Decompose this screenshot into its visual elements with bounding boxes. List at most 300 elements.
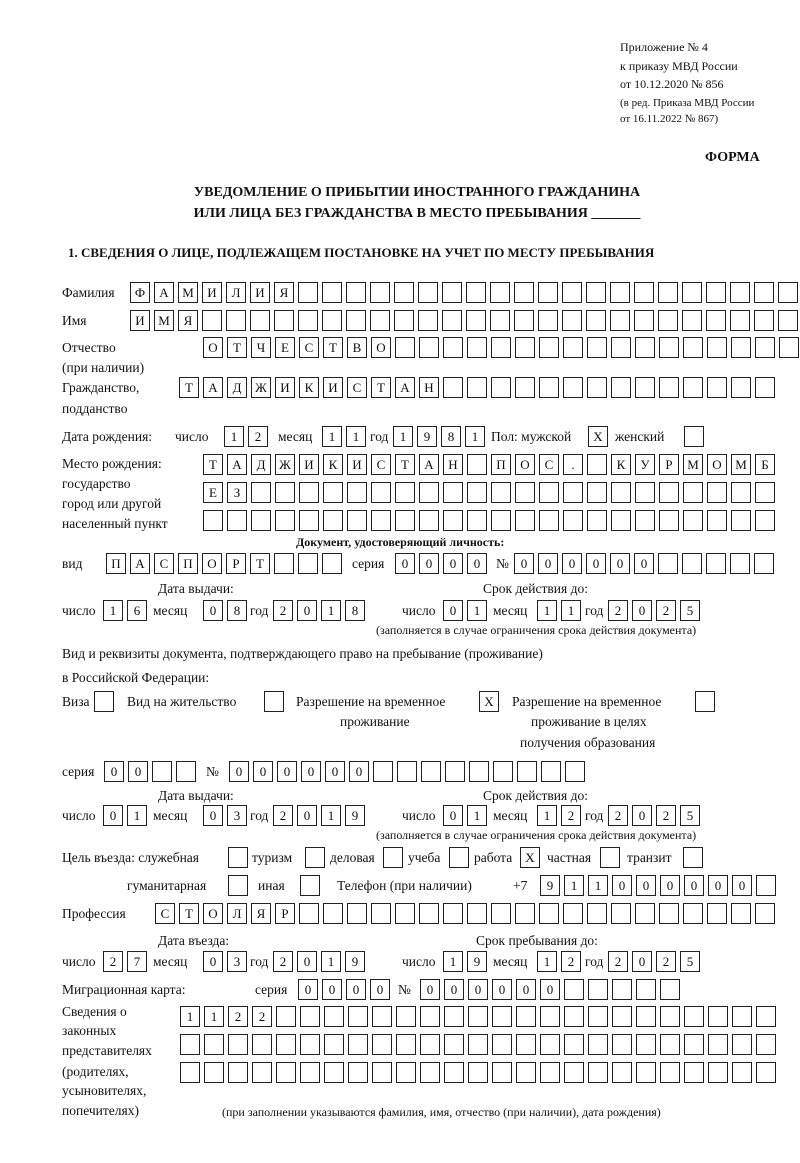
input-cell[interactable]: 7 bbox=[127, 951, 147, 972]
input-cell[interactable] bbox=[708, 1034, 728, 1055]
input-cell[interactable]: 5 bbox=[680, 951, 700, 972]
input-cell[interactable]: 2 bbox=[228, 1006, 248, 1027]
input-cell[interactable]: Т bbox=[323, 337, 343, 358]
input-cell[interactable]: 0 bbox=[612, 875, 632, 896]
input-cell[interactable] bbox=[396, 1062, 416, 1083]
input-cell[interactable] bbox=[588, 1062, 608, 1083]
input-cell[interactable] bbox=[444, 1006, 464, 1027]
input-cell[interactable] bbox=[443, 337, 463, 358]
input-cell[interactable] bbox=[778, 282, 798, 303]
input-cell[interactable] bbox=[228, 1062, 248, 1083]
input-cell[interactable] bbox=[612, 1062, 632, 1083]
input-cell[interactable]: . bbox=[563, 454, 583, 475]
input-cell[interactable] bbox=[274, 553, 294, 574]
input-cell[interactable] bbox=[732, 1062, 752, 1083]
input-cell[interactable]: 0 bbox=[203, 600, 223, 621]
input-cell[interactable] bbox=[754, 553, 774, 574]
input-cell[interactable]: В bbox=[347, 337, 367, 358]
input-cell[interactable] bbox=[539, 337, 559, 358]
input-cell[interactable] bbox=[491, 903, 511, 924]
input-cell[interactable] bbox=[383, 847, 403, 868]
input-cell[interactable]: 5 bbox=[680, 805, 700, 826]
input-cell[interactable]: Т bbox=[203, 454, 223, 475]
input-cell[interactable]: 1 bbox=[224, 426, 244, 447]
input-cell[interactable] bbox=[372, 1062, 392, 1083]
input-cell[interactable] bbox=[634, 282, 654, 303]
input-cell[interactable] bbox=[587, 377, 607, 398]
input-cell[interactable] bbox=[467, 510, 487, 531]
input-cell[interactable] bbox=[514, 282, 534, 303]
input-cell[interactable] bbox=[540, 1062, 560, 1083]
input-cell[interactable]: А bbox=[227, 454, 247, 475]
input-cell[interactable]: П bbox=[178, 553, 198, 574]
input-cell[interactable] bbox=[708, 1062, 728, 1083]
input-cell[interactable]: Ф bbox=[130, 282, 150, 303]
input-cell[interactable] bbox=[658, 310, 678, 331]
input-cell[interactable]: 0 bbox=[103, 805, 123, 826]
input-cell[interactable] bbox=[635, 482, 655, 503]
input-cell[interactable] bbox=[180, 1034, 200, 1055]
input-cell[interactable]: 0 bbox=[253, 761, 273, 782]
input-cell[interactable]: Ж bbox=[251, 377, 271, 398]
input-cell[interactable] bbox=[419, 510, 439, 531]
input-cell[interactable] bbox=[600, 847, 620, 868]
input-cell[interactable]: 8 bbox=[227, 600, 247, 621]
input-cell[interactable]: 9 bbox=[345, 951, 365, 972]
input-cell[interactable] bbox=[683, 482, 703, 503]
input-cell[interactable]: 0 bbox=[229, 761, 249, 782]
input-cell[interactable] bbox=[707, 377, 727, 398]
input-cell[interactable] bbox=[588, 1034, 608, 1055]
input-cell[interactable] bbox=[324, 1034, 344, 1055]
input-cell[interactable] bbox=[298, 553, 318, 574]
input-cell[interactable] bbox=[372, 1006, 392, 1027]
input-cell[interactable] bbox=[492, 1062, 512, 1083]
input-cell[interactable]: И bbox=[347, 454, 367, 475]
input-cell[interactable] bbox=[203, 510, 223, 531]
input-cell[interactable] bbox=[227, 510, 247, 531]
input-cell[interactable] bbox=[348, 1062, 368, 1083]
input-cell[interactable]: И bbox=[250, 282, 270, 303]
input-cell[interactable] bbox=[491, 482, 511, 503]
input-cell[interactable] bbox=[252, 1034, 272, 1055]
input-cell[interactable] bbox=[490, 282, 510, 303]
input-cell[interactable] bbox=[298, 310, 318, 331]
input-cell[interactable] bbox=[347, 482, 367, 503]
input-cell[interactable] bbox=[659, 903, 679, 924]
input-cell[interactable] bbox=[684, 1006, 704, 1027]
input-cell[interactable] bbox=[587, 337, 607, 358]
input-cell[interactable] bbox=[250, 310, 270, 331]
input-cell[interactable]: 9 bbox=[345, 805, 365, 826]
input-cell[interactable]: 0 bbox=[444, 979, 464, 1000]
input-cell[interactable] bbox=[612, 1006, 632, 1027]
input-cell[interactable]: 2 bbox=[561, 951, 581, 972]
input-cell[interactable] bbox=[346, 282, 366, 303]
input-cell[interactable]: К bbox=[299, 377, 319, 398]
input-cell[interactable]: 0 bbox=[468, 979, 488, 1000]
input-cell[interactable] bbox=[756, 875, 776, 896]
input-cell[interactable]: 1 bbox=[537, 600, 557, 621]
input-cell[interactable]: Е bbox=[275, 337, 295, 358]
input-cell[interactable] bbox=[228, 875, 248, 896]
input-cell[interactable]: 0 bbox=[467, 553, 487, 574]
input-cell[interactable] bbox=[588, 979, 608, 1000]
input-cell[interactable]: 3 bbox=[227, 951, 247, 972]
input-cell[interactable]: 0 bbox=[732, 875, 752, 896]
input-cell[interactable]: 0 bbox=[346, 979, 366, 1000]
input-cell[interactable] bbox=[394, 282, 414, 303]
input-cell[interactable] bbox=[683, 847, 703, 868]
input-cell[interactable] bbox=[732, 1034, 752, 1055]
input-cell[interactable]: 1 bbox=[465, 426, 485, 447]
input-cell[interactable] bbox=[395, 903, 415, 924]
input-cell[interactable]: 0 bbox=[636, 875, 656, 896]
input-cell[interactable] bbox=[707, 903, 727, 924]
input-cell[interactable] bbox=[396, 1006, 416, 1027]
input-cell[interactable] bbox=[539, 510, 559, 531]
input-cell[interactable] bbox=[563, 337, 583, 358]
input-cell[interactable]: 2 bbox=[273, 600, 293, 621]
input-cell[interactable]: 2 bbox=[273, 805, 293, 826]
input-cell[interactable]: Д bbox=[227, 377, 247, 398]
input-cell[interactable] bbox=[517, 761, 537, 782]
input-cell[interactable] bbox=[421, 761, 441, 782]
input-cell[interactable] bbox=[251, 482, 271, 503]
input-cell[interactable] bbox=[323, 903, 343, 924]
input-cell[interactable] bbox=[731, 377, 751, 398]
input-cell[interactable] bbox=[515, 482, 535, 503]
input-cell[interactable] bbox=[252, 1062, 272, 1083]
input-cell[interactable]: 6 bbox=[127, 600, 147, 621]
input-cell[interactable] bbox=[684, 1062, 704, 1083]
input-cell[interactable] bbox=[442, 282, 462, 303]
input-cell[interactable]: 2 bbox=[103, 951, 123, 972]
input-cell[interactable]: 0 bbox=[540, 979, 560, 1000]
input-cell[interactable]: 8 bbox=[345, 600, 365, 621]
input-cell[interactable] bbox=[636, 979, 656, 1000]
input-cell[interactable] bbox=[491, 377, 511, 398]
input-cell[interactable] bbox=[612, 979, 632, 1000]
input-cell[interactable] bbox=[466, 310, 486, 331]
input-cell[interactable]: 2 bbox=[608, 600, 628, 621]
input-cell[interactable]: К bbox=[323, 454, 343, 475]
input-cell[interactable]: 1 bbox=[393, 426, 413, 447]
input-cell[interactable] bbox=[467, 454, 487, 475]
input-cell[interactable] bbox=[612, 1034, 632, 1055]
input-cell[interactable]: 1 bbox=[467, 600, 487, 621]
input-cell[interactable] bbox=[300, 1006, 320, 1027]
input-cell[interactable] bbox=[491, 510, 511, 531]
input-cell[interactable] bbox=[346, 310, 366, 331]
input-cell[interactable]: 1 bbox=[103, 600, 123, 621]
input-cell[interactable] bbox=[587, 482, 607, 503]
input-cell[interactable]: З bbox=[227, 482, 247, 503]
input-cell[interactable] bbox=[467, 482, 487, 503]
input-cell[interactable]: И bbox=[202, 282, 222, 303]
input-cell[interactable]: 0 bbox=[514, 553, 534, 574]
input-cell[interactable] bbox=[756, 1062, 776, 1083]
input-cell[interactable] bbox=[683, 377, 703, 398]
input-cell[interactable] bbox=[732, 1006, 752, 1027]
input-cell[interactable]: С bbox=[371, 454, 391, 475]
input-cell[interactable] bbox=[683, 510, 703, 531]
input-cell[interactable]: 1 bbox=[322, 426, 342, 447]
input-cell[interactable] bbox=[539, 377, 559, 398]
input-cell[interactable] bbox=[586, 282, 606, 303]
input-cell[interactable] bbox=[611, 377, 631, 398]
input-cell[interactable] bbox=[418, 282, 438, 303]
input-cell[interactable] bbox=[659, 510, 679, 531]
input-cell[interactable] bbox=[251, 510, 271, 531]
input-cell[interactable]: 1 bbox=[321, 805, 341, 826]
input-cell[interactable]: 0 bbox=[277, 761, 297, 782]
input-cell[interactable] bbox=[539, 482, 559, 503]
input-cell[interactable]: Б bbox=[755, 454, 775, 475]
input-cell[interactable]: 0 bbox=[610, 553, 630, 574]
input-cell[interactable] bbox=[683, 337, 703, 358]
input-cell[interactable] bbox=[611, 482, 631, 503]
input-cell[interactable]: 1 bbox=[443, 951, 463, 972]
input-cell[interactable] bbox=[226, 310, 246, 331]
input-cell[interactable] bbox=[490, 310, 510, 331]
input-cell[interactable]: А bbox=[419, 454, 439, 475]
input-cell[interactable] bbox=[778, 310, 798, 331]
input-cell[interactable] bbox=[202, 310, 222, 331]
input-cell[interactable] bbox=[635, 903, 655, 924]
input-cell[interactable] bbox=[348, 1034, 368, 1055]
input-cell[interactable] bbox=[347, 903, 367, 924]
input-cell[interactable] bbox=[660, 1062, 680, 1083]
input-cell[interactable] bbox=[371, 482, 391, 503]
input-cell[interactable] bbox=[659, 482, 679, 503]
input-cell[interactable] bbox=[564, 979, 584, 1000]
input-cell[interactable]: Д bbox=[251, 454, 271, 475]
input-cell[interactable] bbox=[635, 337, 655, 358]
input-cell[interactable]: О bbox=[515, 454, 535, 475]
input-cell[interactable] bbox=[659, 377, 679, 398]
input-cell[interactable] bbox=[706, 310, 726, 331]
input-cell[interactable]: 0 bbox=[297, 805, 317, 826]
input-cell[interactable]: 2 bbox=[656, 951, 676, 972]
input-cell[interactable]: 1 bbox=[467, 805, 487, 826]
input-cell[interactable]: 1 bbox=[127, 805, 147, 826]
input-cell[interactable]: 0 bbox=[128, 761, 148, 782]
input-cell[interactable] bbox=[683, 903, 703, 924]
input-cell[interactable] bbox=[298, 282, 318, 303]
input-cell[interactable] bbox=[275, 510, 295, 531]
input-cell[interactable]: 1 bbox=[346, 426, 366, 447]
input-cell[interactable] bbox=[442, 310, 462, 331]
input-cell[interactable] bbox=[443, 377, 463, 398]
input-cell[interactable] bbox=[274, 310, 294, 331]
input-cell[interactable]: 2 bbox=[561, 805, 581, 826]
input-cell[interactable] bbox=[731, 510, 751, 531]
input-cell[interactable]: 0 bbox=[370, 979, 390, 1000]
input-cell[interactable] bbox=[420, 1062, 440, 1083]
input-cell[interactable]: 0 bbox=[562, 553, 582, 574]
input-cell[interactable]: 0 bbox=[632, 600, 652, 621]
input-cell[interactable] bbox=[204, 1062, 224, 1083]
input-cell[interactable]: И bbox=[323, 377, 343, 398]
input-cell[interactable]: 0 bbox=[684, 875, 704, 896]
input-cell[interactable] bbox=[299, 510, 319, 531]
input-cell[interactable]: 0 bbox=[516, 979, 536, 1000]
input-cell[interactable] bbox=[707, 337, 727, 358]
input-cell[interactable] bbox=[659, 337, 679, 358]
input-cell[interactable]: 0 bbox=[297, 951, 317, 972]
input-cell[interactable] bbox=[563, 903, 583, 924]
input-cell[interactable]: С bbox=[155, 903, 175, 924]
input-cell[interactable]: X bbox=[479, 691, 499, 712]
input-cell[interactable] bbox=[372, 1034, 392, 1055]
input-cell[interactable]: Н bbox=[419, 377, 439, 398]
input-cell[interactable]: 2 bbox=[252, 1006, 272, 1027]
input-cell[interactable]: О bbox=[371, 337, 391, 358]
input-cell[interactable]: Т bbox=[179, 903, 199, 924]
input-cell[interactable]: 0 bbox=[420, 979, 440, 1000]
input-cell[interactable] bbox=[538, 310, 558, 331]
input-cell[interactable]: А bbox=[203, 377, 223, 398]
input-cell[interactable]: 1 bbox=[561, 600, 581, 621]
input-cell[interactable]: 9 bbox=[417, 426, 437, 447]
input-cell[interactable]: Ж bbox=[275, 454, 295, 475]
input-cell[interactable] bbox=[586, 310, 606, 331]
input-cell[interactable] bbox=[564, 1006, 584, 1027]
input-cell[interactable] bbox=[755, 377, 775, 398]
input-cell[interactable]: Л bbox=[227, 903, 247, 924]
input-cell[interactable] bbox=[695, 691, 715, 712]
input-cell[interactable] bbox=[540, 1034, 560, 1055]
input-cell[interactable] bbox=[684, 426, 704, 447]
input-cell[interactable] bbox=[264, 691, 284, 712]
input-cell[interactable] bbox=[152, 761, 172, 782]
input-cell[interactable] bbox=[516, 1006, 536, 1027]
input-cell[interactable] bbox=[348, 1006, 368, 1027]
input-cell[interactable] bbox=[347, 510, 367, 531]
input-cell[interactable] bbox=[754, 282, 774, 303]
input-cell[interactable] bbox=[176, 761, 196, 782]
input-cell[interactable] bbox=[276, 1034, 296, 1055]
input-cell[interactable]: 0 bbox=[297, 600, 317, 621]
input-cell[interactable] bbox=[420, 1006, 440, 1027]
input-cell[interactable]: Т bbox=[371, 377, 391, 398]
input-cell[interactable] bbox=[562, 282, 582, 303]
input-cell[interactable] bbox=[300, 875, 320, 896]
input-cell[interactable]: 5 bbox=[680, 600, 700, 621]
input-cell[interactable]: О bbox=[203, 337, 223, 358]
input-cell[interactable]: 9 bbox=[540, 875, 560, 896]
input-cell[interactable] bbox=[322, 310, 342, 331]
input-cell[interactable] bbox=[228, 1034, 248, 1055]
input-cell[interactable]: Я bbox=[251, 903, 271, 924]
input-cell[interactable] bbox=[468, 1006, 488, 1027]
input-cell[interactable]: X bbox=[520, 847, 540, 868]
input-cell[interactable]: 0 bbox=[104, 761, 124, 782]
input-cell[interactable]: О bbox=[203, 903, 223, 924]
input-cell[interactable] bbox=[492, 1006, 512, 1027]
input-cell[interactable] bbox=[755, 337, 775, 358]
input-cell[interactable] bbox=[445, 761, 465, 782]
input-cell[interactable]: Я bbox=[178, 310, 198, 331]
input-cell[interactable] bbox=[443, 510, 463, 531]
input-cell[interactable]: 0 bbox=[632, 951, 652, 972]
input-cell[interactable] bbox=[322, 282, 342, 303]
input-cell[interactable] bbox=[634, 310, 654, 331]
input-cell[interactable]: И bbox=[299, 454, 319, 475]
input-cell[interactable]: 0 bbox=[443, 553, 463, 574]
input-cell[interactable] bbox=[660, 1006, 680, 1027]
input-cell[interactable] bbox=[731, 482, 751, 503]
input-cell[interactable] bbox=[538, 282, 558, 303]
input-cell[interactable]: 0 bbox=[538, 553, 558, 574]
input-cell[interactable]: 8 bbox=[441, 426, 461, 447]
input-cell[interactable] bbox=[300, 1034, 320, 1055]
input-cell[interactable] bbox=[276, 1062, 296, 1083]
input-cell[interactable] bbox=[491, 337, 511, 358]
input-cell[interactable] bbox=[660, 979, 680, 1000]
input-cell[interactable] bbox=[515, 510, 535, 531]
input-cell[interactable] bbox=[371, 903, 391, 924]
input-cell[interactable]: 0 bbox=[322, 979, 342, 1000]
input-cell[interactable]: 2 bbox=[608, 951, 628, 972]
input-cell[interactable]: 0 bbox=[708, 875, 728, 896]
input-cell[interactable] bbox=[204, 1034, 224, 1055]
input-cell[interactable] bbox=[515, 903, 535, 924]
input-cell[interactable]: 1 bbox=[321, 600, 341, 621]
input-cell[interactable] bbox=[611, 903, 631, 924]
input-cell[interactable]: 0 bbox=[325, 761, 345, 782]
input-cell[interactable] bbox=[610, 310, 630, 331]
input-cell[interactable] bbox=[373, 761, 393, 782]
input-cell[interactable]: А bbox=[395, 377, 415, 398]
input-cell[interactable]: Н bbox=[443, 454, 463, 475]
input-cell[interactable] bbox=[449, 847, 469, 868]
input-cell[interactable]: Р bbox=[226, 553, 246, 574]
input-cell[interactable] bbox=[515, 337, 535, 358]
input-cell[interactable] bbox=[730, 553, 750, 574]
input-cell[interactable]: С bbox=[347, 377, 367, 398]
input-cell[interactable]: С bbox=[539, 454, 559, 475]
input-cell[interactable] bbox=[706, 553, 726, 574]
input-cell[interactable] bbox=[588, 1006, 608, 1027]
input-cell[interactable]: П bbox=[106, 553, 126, 574]
input-cell[interactable] bbox=[707, 510, 727, 531]
input-cell[interactable] bbox=[564, 1062, 584, 1083]
input-cell[interactable] bbox=[370, 282, 390, 303]
input-cell[interactable] bbox=[563, 510, 583, 531]
input-cell[interactable] bbox=[755, 482, 775, 503]
input-cell[interactable] bbox=[492, 1034, 512, 1055]
input-cell[interactable]: 0 bbox=[395, 553, 415, 574]
input-cell[interactable]: 1 bbox=[588, 875, 608, 896]
input-cell[interactable]: 2 bbox=[656, 805, 676, 826]
input-cell[interactable] bbox=[397, 761, 417, 782]
input-cell[interactable] bbox=[443, 903, 463, 924]
input-cell[interactable] bbox=[731, 903, 751, 924]
input-cell[interactable]: 1 bbox=[537, 951, 557, 972]
input-cell[interactable] bbox=[371, 510, 391, 531]
input-cell[interactable]: 2 bbox=[608, 805, 628, 826]
input-cell[interactable]: 2 bbox=[248, 426, 268, 447]
input-cell[interactable]: С bbox=[154, 553, 174, 574]
input-cell[interactable]: Т bbox=[227, 337, 247, 358]
input-cell[interactable] bbox=[443, 482, 463, 503]
input-cell[interactable]: О bbox=[202, 553, 222, 574]
input-cell[interactable]: К bbox=[611, 454, 631, 475]
input-cell[interactable] bbox=[563, 377, 583, 398]
input-cell[interactable] bbox=[467, 337, 487, 358]
